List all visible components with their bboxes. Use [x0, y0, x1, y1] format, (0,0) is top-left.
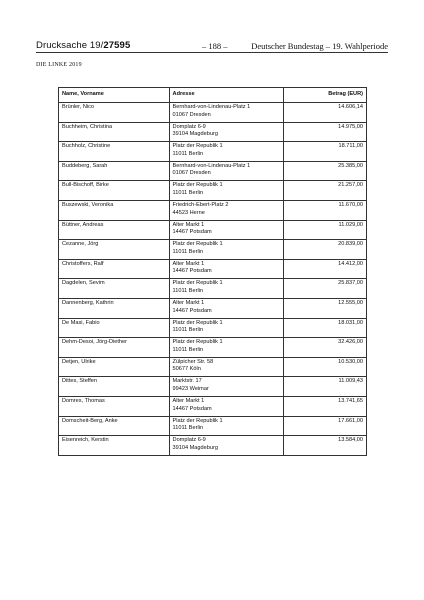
address-street: Platz der Republik 1 [172, 417, 223, 424]
cell-address [169, 181, 284, 201]
cell-name: Eisenreich, Kerstin [59, 436, 170, 456]
address-city: 50677 Köln [172, 366, 201, 373]
table-row [59, 142, 367, 162]
address-street: Bernhard-von-Lindenau-Platz 1 [172, 162, 251, 169]
section-title: DIE LINKE 2019 [36, 62, 82, 68]
table-row [59, 416, 367, 436]
cell-address [169, 122, 284, 142]
address-city: 14467 Potsdam [172, 307, 212, 314]
table-row [59, 436, 367, 456]
page-number: – 188 – [202, 41, 228, 51]
address-street: Platz der Republik 1 [172, 339, 223, 346]
parliament-title: Deutscher Bundestag – 19. Wahlperiode [251, 41, 388, 51]
address-city: 39104 Magdeburg [172, 131, 218, 138]
address-street: Bernhard-von-Lindenau-Platz 1 [172, 104, 251, 110]
address-city: 44523 Herne [172, 209, 205, 216]
table-row [59, 396, 367, 416]
table-row [59, 220, 367, 240]
address-city: 11011 Berlin [172, 327, 204, 334]
address-city: 01067 Dresden [172, 170, 211, 177]
table-header-row [59, 88, 367, 103]
address-city: 11011 Berlin [172, 189, 204, 196]
cell-name: Christoffers, Ralf [59, 259, 170, 279]
cell-amount: 11.670,00 [284, 200, 367, 220]
cell-address [169, 298, 284, 318]
address-street: Alter Markt 1 [172, 260, 205, 267]
cell-address [169, 318, 284, 338]
address-street: Platz der Republik 1 [172, 241, 223, 248]
cell-amount: 21.257,00 [284, 181, 367, 201]
address-city: 14467 Potsdam [172, 229, 212, 236]
table-row [59, 279, 367, 299]
cell-amount: 13.741,65 [284, 396, 367, 416]
cell-amount: 11.029,00 [284, 220, 367, 240]
cell-name: Dehm-Desoi, Jörg-Diether [59, 338, 170, 358]
address-street: Friedrich-Ebert-Platz 2 [172, 201, 229, 208]
table-row [59, 338, 367, 358]
address-street: Platz der Republik 1 [172, 280, 223, 287]
cell-address [169, 396, 284, 416]
address-street: Marktstr. 17 [172, 378, 202, 385]
cell-amount: 14.975,00 [284, 122, 367, 142]
cell-address [169, 279, 284, 299]
page-header [36, 40, 388, 53]
cell-name: Bull-Bischoff, Birke [59, 181, 170, 201]
address-street: Alter Markt 1 [172, 221, 205, 228]
cell-address [169, 357, 284, 377]
cell-amount: 12.555,00 [284, 298, 367, 318]
cell-name: Brünler, Nico [59, 103, 170, 123]
address-city: 11011 Berlin [172, 346, 204, 353]
cell-amount: 13.584,00 [284, 436, 367, 456]
table-row [59, 181, 367, 201]
cell-amount: 18.711,00 [284, 142, 367, 162]
cell-name: Büttner, Andreas [59, 220, 170, 240]
column-header-name: Name, Vorname [59, 88, 170, 103]
cell-address [169, 416, 284, 436]
address-city: 14467 Potsdam [172, 405, 212, 412]
table-row [59, 259, 367, 279]
table-row [59, 103, 367, 123]
address-city: 14467 Potsdam [172, 268, 212, 275]
cell-amount: 17.661,00 [284, 416, 367, 436]
donations-table [58, 87, 367, 456]
address-street: Zülpicher Str. 58 [172, 358, 214, 365]
cell-name: Domres, Thomas [59, 396, 170, 416]
table-row [59, 377, 367, 397]
cell-address [169, 161, 284, 181]
cell-name: Domscheit-Berg, Anke [59, 416, 170, 436]
cell-name: Dagdelen, Sevim [59, 279, 170, 299]
cell-address [169, 200, 284, 220]
cell-amount: 20.839,00 [284, 240, 367, 260]
cell-name: Buchholz, Christine [59, 142, 170, 162]
table-body [59, 103, 367, 456]
table-row [59, 318, 367, 338]
cell-address [169, 436, 284, 456]
address-street: Domplatz 6-9 [172, 437, 206, 444]
table-row [59, 357, 367, 377]
address-city: 11011 Berlin [172, 248, 204, 255]
address-street: Platz der Republik 1 [172, 143, 223, 150]
table-row [59, 200, 367, 220]
cell-address [169, 220, 284, 240]
cell-amount: 14.606,14 [284, 103, 367, 123]
cell-address [169, 259, 284, 279]
cell-name: De Masi, Fabio [59, 318, 170, 338]
cell-name: Buchheim, Christina [59, 122, 170, 142]
cell-address [169, 240, 284, 260]
address-street: Platz der Republik 1 [172, 319, 223, 326]
address-city: 99423 Weimar [172, 385, 209, 392]
address-street: Platz der Republik 1 [172, 182, 223, 189]
cell-address [169, 338, 284, 358]
cell-name: Buddeberg, Sarah [59, 161, 170, 181]
cell-amount: 10.530,00 [284, 357, 367, 377]
cell-address [169, 103, 284, 123]
address-city: 39104 Magdeburg [172, 444, 218, 451]
table-row [59, 298, 367, 318]
address-city: 11011 Berlin [172, 425, 204, 432]
address-street: Domplatz 6-9 [172, 123, 206, 130]
cell-amount: 32.426,00 [284, 338, 367, 358]
cell-name: Detjen, Ulrike [59, 357, 170, 377]
table-row [59, 122, 367, 142]
cell-name: Cezanne, Jörg [59, 240, 170, 260]
cell-name: Buszewski, Veronika [59, 200, 170, 220]
cell-name: Dannenberg, Kathrin [59, 298, 170, 318]
cell-address [169, 142, 284, 162]
cell-address [169, 377, 284, 397]
document-number: Drucksache 19/27595 [36, 40, 131, 51]
cell-amount: 25.385,00 [284, 161, 367, 181]
cell-amount: 11.009,43 [284, 377, 367, 397]
cell-amount: 14.412,00 [284, 259, 367, 279]
address-street: Alter Markt 1 [172, 397, 205, 404]
cell-amount: 18.031,00 [284, 318, 367, 338]
address-city: 01067 Dresden [172, 111, 211, 118]
address-city: 11011 Berlin [172, 287, 204, 294]
cell-amount: 25.837,00 [284, 279, 367, 299]
cell-name: Dittes, Steffen [59, 377, 170, 397]
address-city: 11011 Berlin [172, 150, 204, 157]
table-row [59, 161, 367, 181]
table-row [59, 240, 367, 260]
address-street: Alter Markt 1 [172, 299, 205, 306]
column-header-address: Adresse [169, 88, 284, 103]
column-header-amount: Betrag (EUR) [284, 88, 367, 103]
